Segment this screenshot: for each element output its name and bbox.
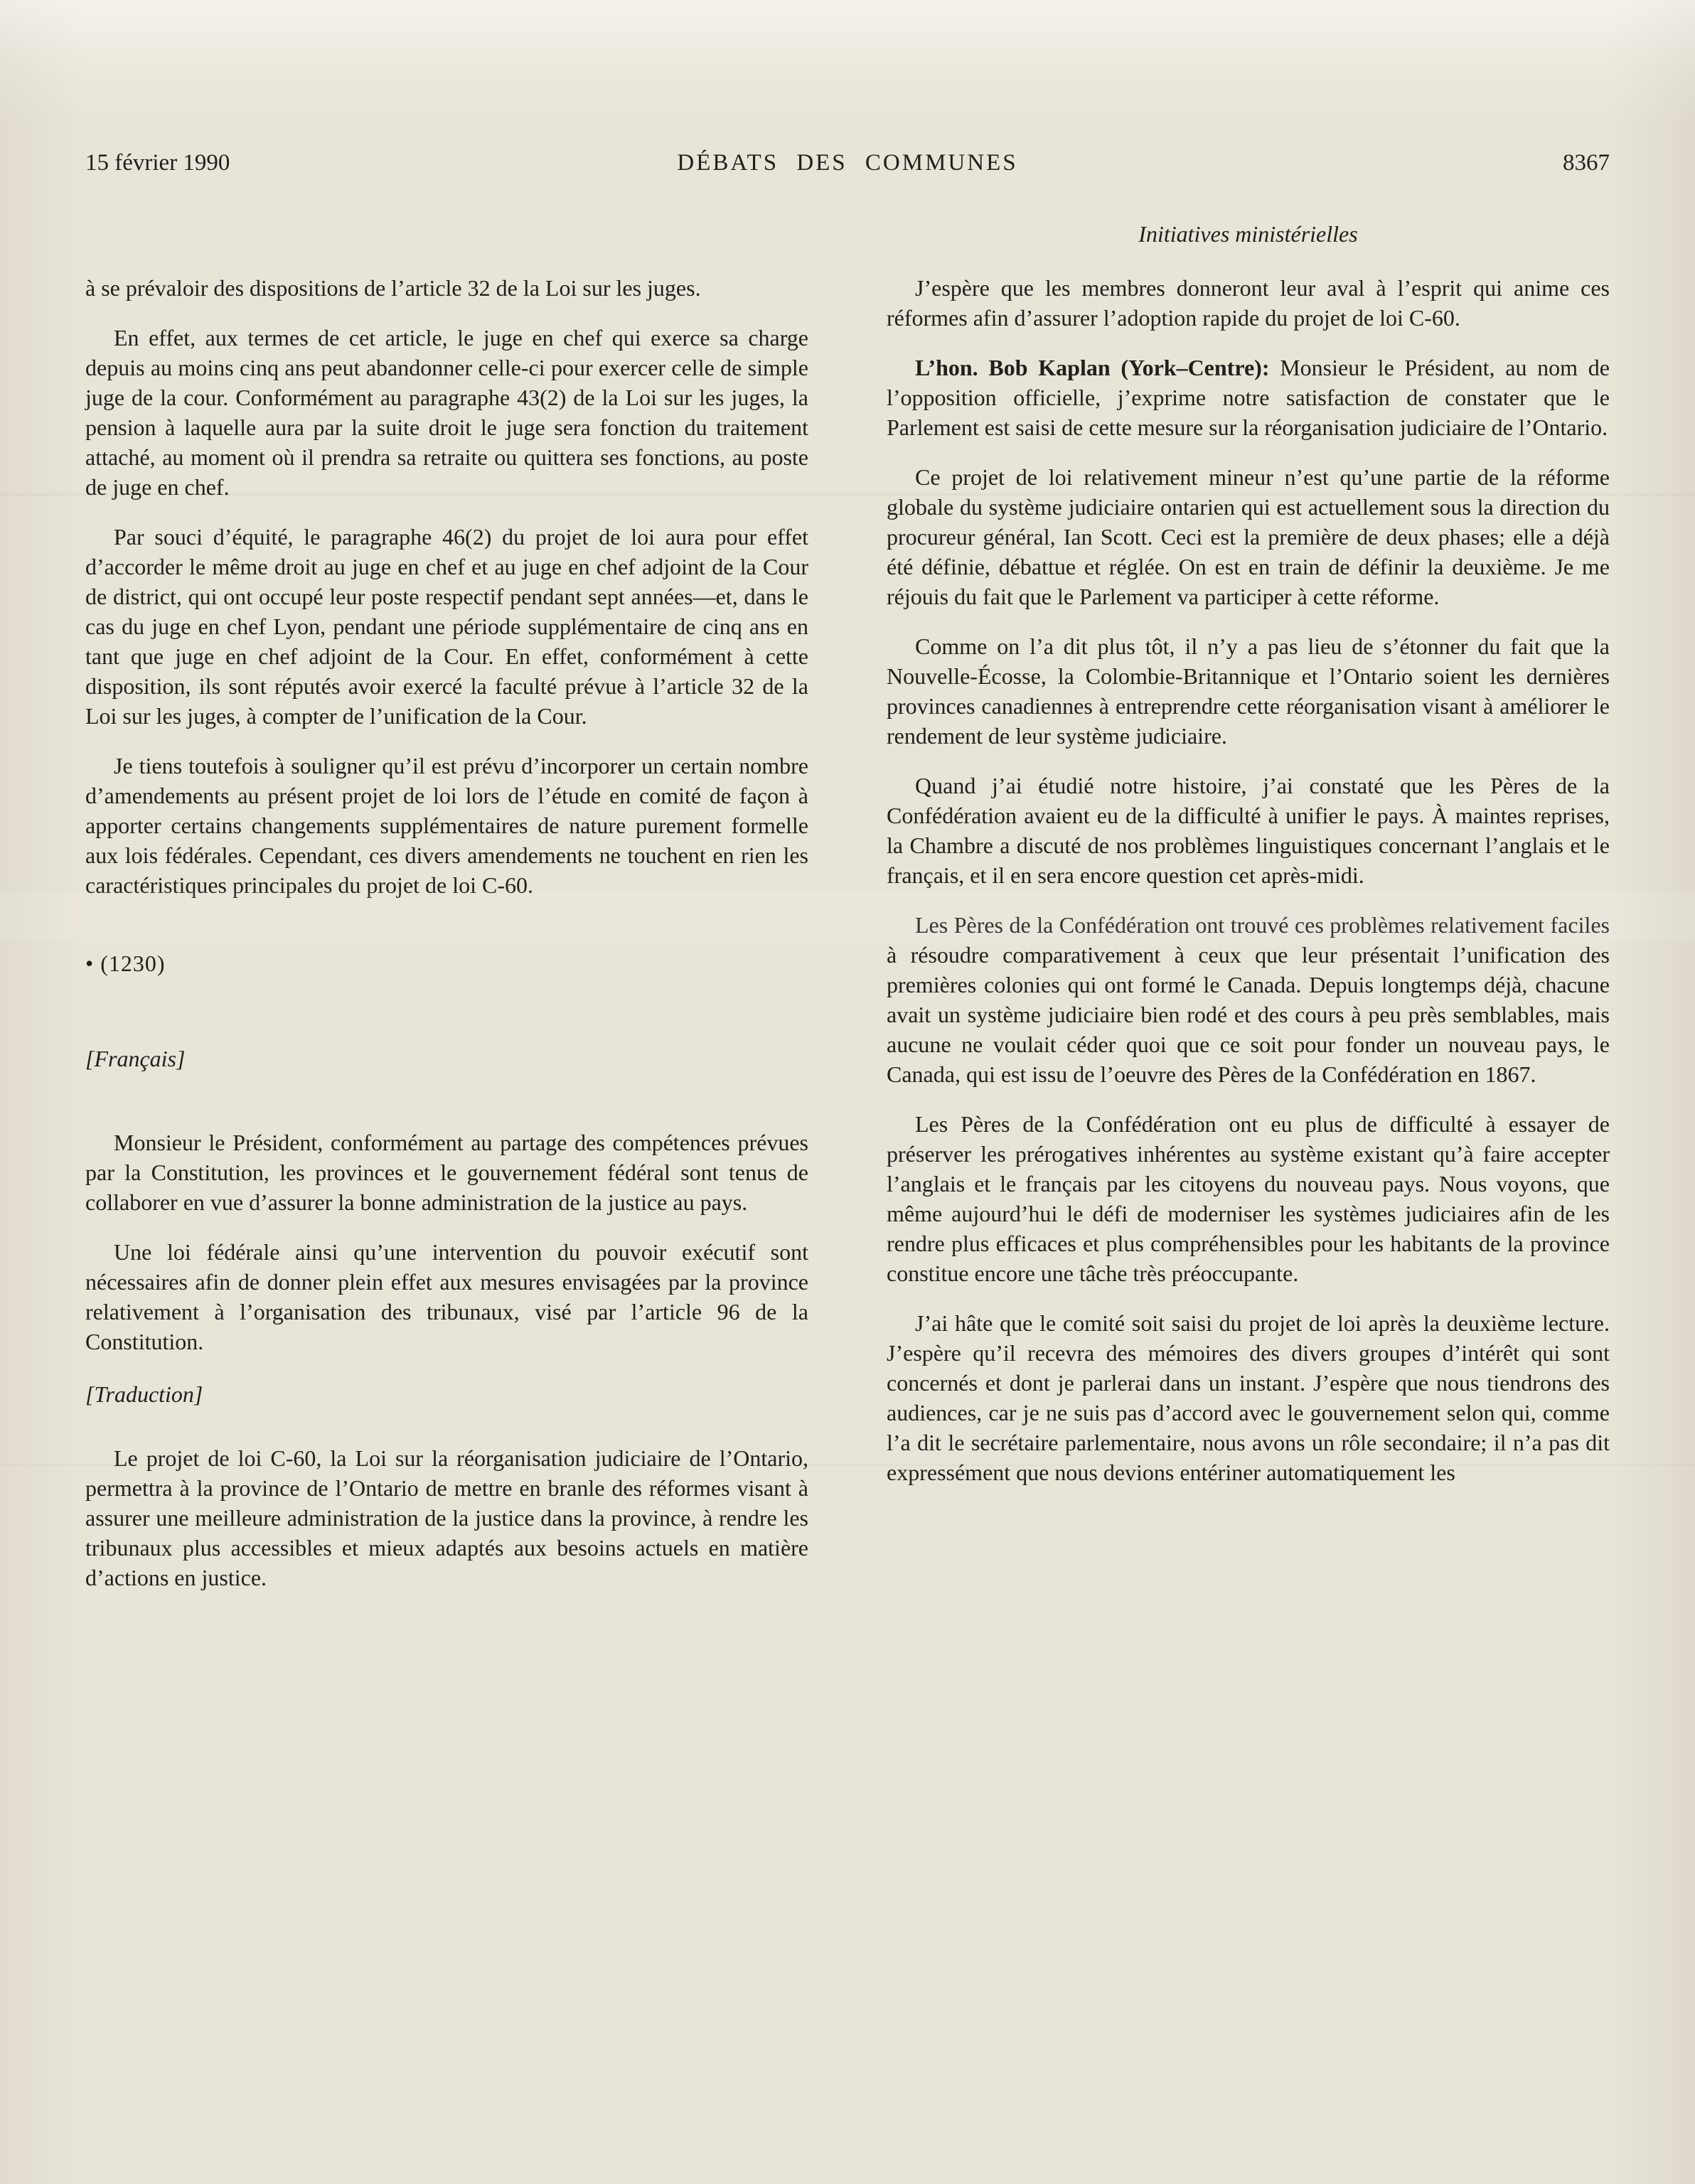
paragraph: En effet, aux termes de cet article, le juge en chef qui exerce sa charge depuis au moins cinq ans peut abandonner celle-ci pour exercer celle de simple juge de la cour. Conformément au paragraphe 43(2) de la Loi sur les juges, la pension à laquelle aura par la suite droit le juge sera fonction du traitement attaché, au moment où il prendra sa retraite ou quittera ses fonctions, au poste de juge en chef. — [85, 325, 808, 500]
paragraph: Quand j’ai étudié notre histoire, j’ai constaté que les Pères de la Confédération avaient eu de la difficulté à unifier le pays. À maintes reprises, la Chambre a discuté de nos problèmes linguistiques concernant l’anglais et le français, et il en sera encore question cet après-midi. — [887, 773, 1610, 888]
language-marker-francais: [Français] — [85, 1046, 186, 1071]
paragraph: Je tiens toutefois à souligner qu’il est prévu d’incorporer un certain nombre d’amendements au présent projet de loi lors de l’étude en comité de façon à apporter certains changements supplémentaires de nature purement formelle aux lois fédérales. Cependant, ces divers amendements ne touchent en rien les caractéristiques principales du projet de loi C-60. — [85, 753, 808, 898]
speaker-name: L’hon. Bob Kaplan (York–Centre): — [915, 355, 1270, 380]
paragraph: Une loi fédérale ainsi qu’une intervention du pouvoir exécutif sont nécessaires afin de donner plein effet aux mesures envisagées par la province relativement à l’organisation des tribunaux, visé par l’article 96 de la Constitution. — [85, 1239, 808, 1354]
speech-text: Monsieur le Président, au nom de l’opposition officielle, j’exprime notre satisfaction de constater que le Parlement est saisi de cette mesure sur la réorganisation judiciaire de l’Ontario. — [887, 355, 1610, 440]
paragraph: J’ai hâte que le comité soit saisi du projet de loi après la deuxième lecture. J’espère qu’il recevra des mémoires des divers groupes d’intérêt qui sont concernés et dont je parlerai dans un instant. J’espère que nous tiendrons des audiences, car je ne suis pas d’accord avec le gouvernement selon qui, comme l’a dit le secrétaire parlementaire, nous avons un rôle secondaire; il n’a pas dit expressément que nous devions entériner automatiquement les — [887, 1310, 1610, 1485]
paragraph: J’espère que les membres donneront leur aval à l’esprit qui anime ces réformes afin d’assurer l’adoption rapide du projet de loi C-60. — [887, 275, 1610, 331]
right-column — [887, 219, 1610, 1507]
header-date: 15 février 1990 — [85, 150, 230, 176]
paragraph: Les Pères de la Confédération ont eu plus de difficulté à essayer de préserver les prérogatives inhérentes au système existant qu’à faire accepter l’anglais et le français par les citoyens du nouveau pays. Nous voyons, que même aujourd’hui le défi de moderniser les systèmes judiciaires afin de les rendre plus efficaces et plus compréhensibles pour les habitants de la province constitue encore une tâche très préoccupante. — [887, 1111, 1610, 1286]
section-heading: Initiatives ministérielles — [1138, 221, 1358, 247]
page-number: 8367 — [1563, 150, 1610, 176]
paragraph: Les Pères de la Confédération ont trouvé ces problèmes relativement faciles à résoudre comparativement à ceux que leur présentait l’unification des premières colonies qui ont formé le Canada. Depuis longtemps déjà, chacune avait un système judiciaire bien rodé et des cours à peu près semblables, mais aucune ne voulait céder quoi que ce soit pour fonder un nouveau pays, le Canada, qui est issu de l’oeuvre des Pères de la Confédération en 1867. — [887, 912, 1610, 1087]
paragraph: Par souci d’équité, le paragraphe 46(2) du projet de loi aura pour effet d’accorder le même droit au juge en chef et au juge en chef adjoint de la Cour de district, qui ont occupé leur poste respectif pendant sept années—et, dans le cas du juge en chef Lyon, pendant une période supplémentaire de cinq ans en tant que juge en chef adjoint de la Cour. En effet, conformément à cette disposition, ils sont réputés avoir exercé la faculté prévue à l’article 32 de la Loi sur les juges, à compter de l’unification de la Cour. — [85, 524, 808, 729]
language-marker-traduction: [Traduction] — [85, 1381, 203, 1407]
page-body — [85, 219, 1610, 1612]
paragraph-continuation: à se prévaloir des dispositions de l’article 32 de la Loi sur les juges. — [85, 275, 701, 301]
paragraph: Comme on l’a dit plus tôt, il n’y a pas lieu de s’étonner du fait que la Nouvelle-Écosse, la Colombie-Britannique et l’Ontario soient les dernières provinces canadiennes à entreprendre cette réorganisation visant à améliorer le rendement de leur système judiciaire. — [887, 633, 1610, 749]
timestamp-marker: • (1230) — [85, 951, 166, 976]
paragraph: Monsieur le Président, conformément au partage des compétences prévues par la Constitution, les provinces et le gouvernement fédéral sont tenus de collaborer en vue d’assurer la bonne administration de la justice au pays. — [85, 1130, 808, 1215]
page-header — [85, 148, 1610, 178]
left-column — [85, 219, 808, 1612]
paragraph: Le projet de loi C-60, la Loi sur la réorganisation judiciaire de l’Ontario, permettra à la province de l’Ontario de mettre en branle des réformes visant à assurer une meilleure administration de la justice dans la province, à rendre les tribunaux plus accessibles et mieux adaptés aux besoins actuels en matière d’actions en justice. — [85, 1445, 808, 1590]
page-title: DÉBATS DES COMMUNES — [677, 150, 1018, 176]
paragraph: Ce projet de loi relativement mineur n’est qu’une partie de la réforme globale du système judiciaire ontarien qui est actuellement sous la direction du procureur général, Ian Scott. Ceci est la première de deux phases; elle a déjà été définie, débattue et réglée. On est en train de définir la deuxième. Je me réjouis du fait que le Parlement va participer à cette réforme. — [887, 464, 1610, 609]
paragraph-speech — [887, 353, 1610, 442]
